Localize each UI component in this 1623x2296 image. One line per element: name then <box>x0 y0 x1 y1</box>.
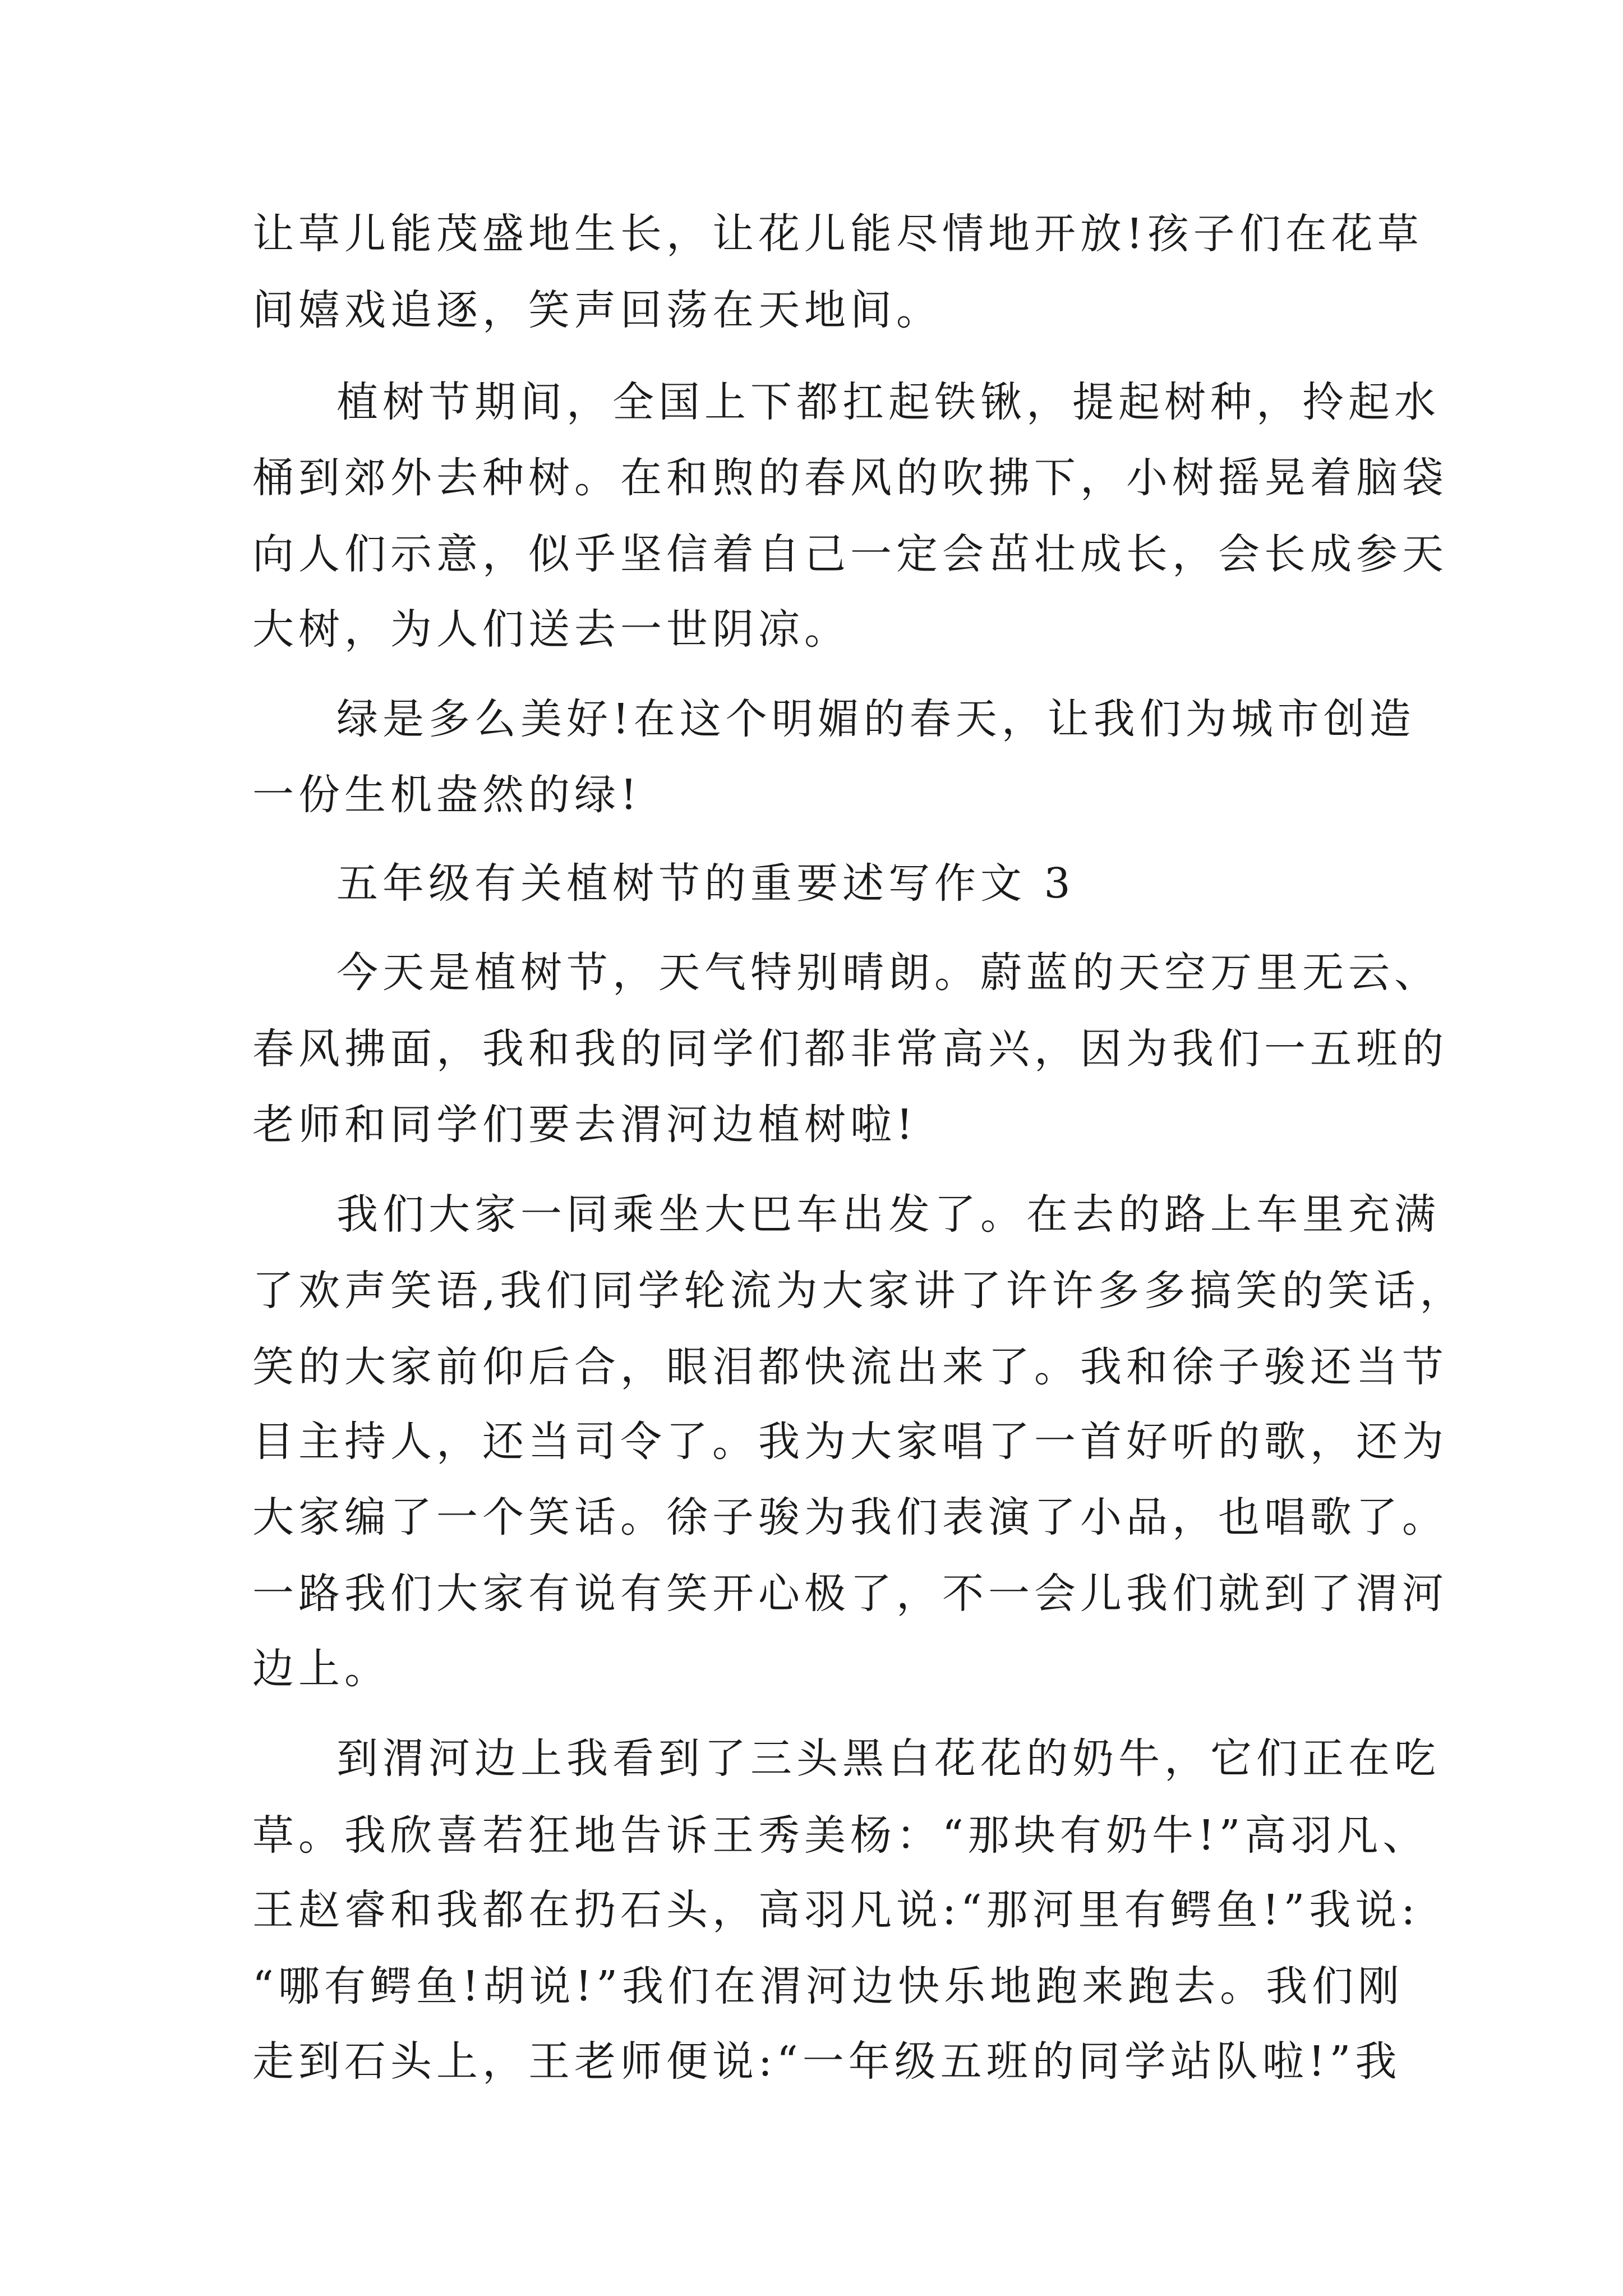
paragraph-start-line: 今天是植树节，天气特别晴朗。蔚蓝的天空万里无云、 <box>336 949 1440 997</box>
paragraph-start-line: 绿是多么美好!在这个明媚的春天，让我们为城市创造 <box>336 695 1415 743</box>
text-line: 让草儿能茂盛地生长，让花儿能尽情地开放!孩子们在花草 <box>252 210 1423 258</box>
paragraph-start-line: 植树节期间，全国上下都扛起铁锹，提起树种，拎起水 <box>336 378 1440 426</box>
text-line: 大家编了一个笑话。徐子骏为我们表演了小品，也唱歌了。 <box>252 1493 1448 1542</box>
text-line: 笑的大家前仰后合，眼泪都快流出来了。我和徐子骏还当节 <box>252 1343 1448 1391</box>
text-line: 边上。 <box>252 1645 390 1693</box>
paragraph-start-line: 到渭河边上我看到了三头黑白花花的奶牛，它们正在吃 <box>336 1734 1440 1783</box>
text-line: “哪有鳄鱼!胡说!”我们在渭河边快乐地跑来跑去。我们刚 <box>252 1962 1404 2010</box>
text-line: 桶到郊外去种树。在和煦的春风的吹拂下，小树摇晃着脑袋 <box>252 454 1448 502</box>
text-line: 了欢声笑语,我们同学轮流为大家讲了许许多多搞笑的笑话， <box>252 1267 1466 1315</box>
section-heading: 五年级有关植树节的重要述写作文 3 <box>336 859 1075 908</box>
text-line: 向人们示意，似乎坚信着自己一定会茁壮成长，会长成参天 <box>252 530 1448 578</box>
paragraph-start-line: 我们大家一同乘坐大巴车出发了。在去的路上车里充满 <box>336 1190 1440 1239</box>
text-line: 一路我们大家有说有笑开心极了，不一会儿我们就到了渭河 <box>252 1570 1448 1618</box>
text-line: 春风拂面，我和我的同学们都非常高兴，因为我们一五班的 <box>252 1025 1448 1073</box>
text-line: 间嬉戏追逐，笑声回荡在天地间。 <box>252 286 942 334</box>
text-line: 老师和同学们要去渭河边植树啦! <box>252 1101 917 1149</box>
text-line: 王赵睿和我都在扔石头，高羽凡说:“那河里有鳄鱼!”我说: <box>252 1886 1420 1934</box>
text-line: 一份生机盎然的绿! <box>252 771 642 819</box>
text-line: 大树，为人们送去一世阴凉。 <box>252 605 850 654</box>
text-line: 目主持人，还当司令了。我为大家唱了一首好听的歌，还为 <box>252 1418 1448 1466</box>
text-line: 走到石头上，王老师便说:“一年级五班的同学站队啦!”我 <box>252 2037 1401 2086</box>
text-line: 草。我欣喜若狂地告诉王秀美杨：“那块有奶牛!”高羽凡、 <box>252 1811 1429 1860</box>
